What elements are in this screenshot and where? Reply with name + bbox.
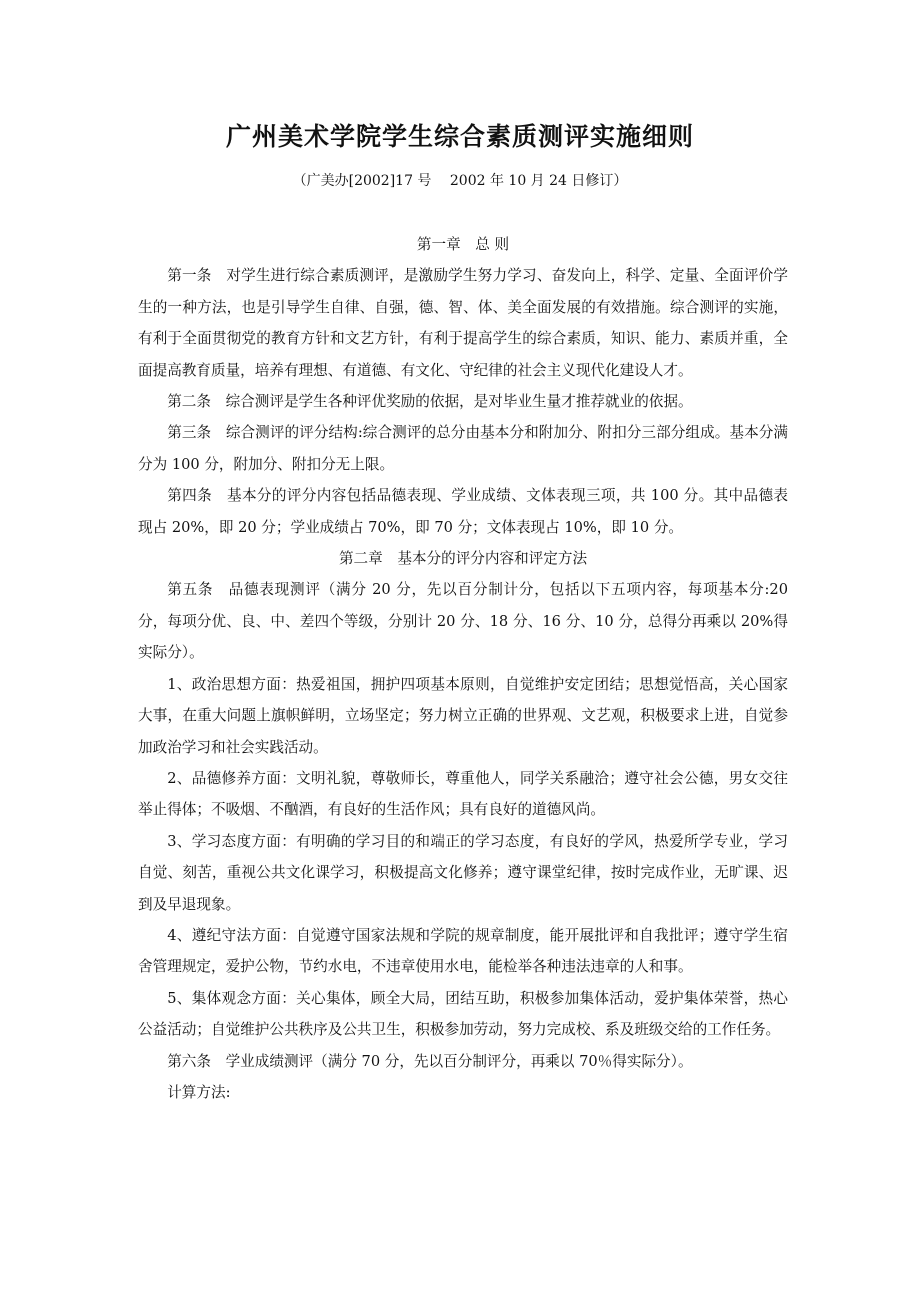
- list-item: 2、品德修养方面：文明礼貌，尊敬师长，尊重他人，同学关系融洽；遵守社会公德，男女交往举止得体；不吸烟、不酗酒，有良好的生活作风；具有良好的道德风尚。: [138, 769, 788, 819]
- calculation-label: 计算方法:: [167, 1083, 231, 1101]
- article-paragraph: 第六条 学业成绩测评（满分 70 分，先以百分制评分，再乘以 70％得实际分）。: [167, 1052, 693, 1070]
- article-paragraph: 第一条 对学生进行综合素质测评，是激励学生努力学习、奋发向上，科学、定量、全面评价学生的一种方法，也是引导学生自律、自强，德、智、体、美全面发展的有效措施。综合测评的实施，有利于全面贯彻党的教育方针和文艺方针，有利于提高学生的综合素质，知识、能力、素质并重，全面提高教育质量，培养有理想、有道德、有文化、守纪律的社会主义现代化建设人才。: [138, 267, 788, 379]
- document-title: 广州美术学院学生综合素质测评实施细则: [225, 122, 694, 151]
- document-subtitle: （广美办[2002]17 号 2002 年 10 月 24 日修订）: [292, 173, 628, 189]
- list-item: 3、学习态度方面：有明确的学习目的和端正的学习态度，有良好的学风，热爱所学专业，学习自觉、刻苦，重视公共文化课学习，积极提高文化修养；遵守课堂纪律，按时完成作业，无旷课、迟到及早退现象。: [138, 832, 788, 913]
- list-item: 5、集体观念方面：关心集体，顾全大局，团结互助，积极参加集体活动，爱护集体荣誉，热心公益活动；自觉维护公共秩序及公共卫生，积极参加劳动，努力完成校、系及班级交给的工作任务。: [138, 989, 788, 1039]
- chapter-heading: 第一章 总 则: [416, 236, 510, 253]
- list-item: 4、遵纪守法方面：自觉遵守国家法规和学院的规章制度，能开展批评和自我批评；遵守学生宿舍管理规定，爱护公物，节约水电，不违章使用水电，能检举各种违法违章的人和事。: [138, 926, 788, 976]
- chapter-heading: 第二章 基本分的评分内容和评定方法: [338, 550, 588, 568]
- article-paragraph: 第二条 综合测评是学生各种评优奖励的依据，是对毕业生量才推荐就业的依据。: [167, 393, 693, 411]
- article-paragraph: 第四条 基本分的评分内容包括品德表现、学业成绩、文体表现三项，共 100 分。其中品德表现占 20%，即 20 分；学业成绩占 70%，即 70 分；文体表现占 10%，即 10 分。: [138, 487, 788, 536]
- article-paragraph: 第三条 综合测评的评分结构:综合测评的总分由基本分和附加分、附扣分三部分组成。基本分满分为 100 分，附加分、附扣分无上限。: [138, 424, 788, 473]
- list-item: 1、政治思想方面：热爱祖国，拥护四项基本原则，自觉维护安定团结；思想觉悟高，关心国家大事，在重大问题上旗帜鲜明，立场坚定；努力树立正确的世界观、文艺观，积极要求上进，自觉参加政治学习和社会实践活动。: [138, 675, 788, 756]
- article-paragraph: 第五条 品德表现测评（满分 20 分，先以百分制计分，包括以下五项内容，每项基本分:20 分，每项分优、良、中、差四个等级，分别计 20 分、18 分、16 分、10 分，总得分再乘以 20%得实际分）。: [138, 581, 788, 662]
- document-body: [138, 229, 788, 1108]
